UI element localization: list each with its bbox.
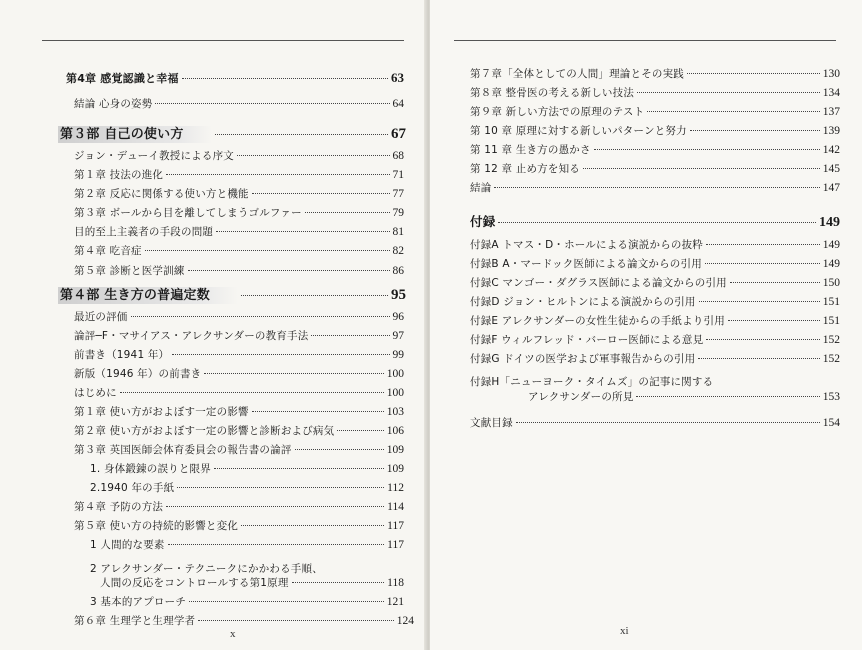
toc-page: 134 [822, 87, 840, 99]
toc-title: 付録H「ニューヨーク・タイムズ」の記事に関する [470, 376, 714, 388]
toc-page: 100 [386, 368, 404, 380]
toc-entry [74, 347, 404, 362]
leader-dots [337, 430, 383, 431]
toc-entry [66, 70, 404, 86]
leader-dots [636, 396, 819, 397]
leader-dots [295, 449, 384, 450]
toc-entry [470, 85, 840, 100]
toc-page: 67 [391, 126, 406, 142]
toc-page: 149 [819, 215, 840, 230]
toc-page: 149 [822, 239, 840, 251]
toc-page: 121 [386, 596, 404, 608]
toc-title: 第１章 技法の進化 [74, 169, 164, 181]
leader-dots [637, 92, 820, 93]
toc-entry [74, 499, 404, 514]
toc-entry [74, 404, 404, 419]
toc-page: 151 [822, 296, 840, 308]
toc-entry [74, 366, 404, 381]
toc-entry [470, 161, 840, 176]
leader-dots [120, 392, 384, 393]
toc-title: 第 10 章 原理に対する新しいパターンと努力 [470, 125, 687, 137]
toc-title: 付録F ウィルフレッド・バーロー医師による意見 [470, 334, 704, 346]
toc-entry [470, 294, 840, 309]
top-rule [454, 40, 836, 41]
leader-dots [311, 335, 389, 336]
toc-page: 153 [822, 391, 840, 403]
right-page [430, 0, 862, 650]
toc-title: 第１章 使い方がおよぼす一定の影響 [74, 406, 249, 418]
toc-page: 109 [386, 444, 404, 456]
toc-title: 1 人間的な要素 [90, 539, 165, 551]
leader-dots [705, 263, 820, 264]
toc-title: 第５章 使い方の持続的影響と変化 [74, 520, 239, 532]
toc-entry [470, 351, 840, 366]
toc-page: 117 [387, 539, 404, 551]
toc-title: 論評─F・マサイアス・アレクサンダーの教育手法 [74, 330, 309, 342]
toc-entry [90, 537, 404, 552]
leader-dots [145, 250, 390, 251]
toc-page: 142 [822, 144, 840, 156]
leader-dots [706, 339, 819, 340]
leader-dots [647, 111, 819, 112]
toc-title: 人間の反応をコントロールする第1原理 [100, 577, 289, 589]
toc-title: 第２章 反応に関係する使い方と機能 [74, 188, 249, 200]
toc-title: 第 11 章 生き方の愚かさ [470, 144, 591, 156]
toc-entry-line1 [470, 370, 840, 389]
toc-title: 前書き（1941 年） [74, 349, 170, 361]
toc-entry [90, 594, 404, 609]
toc-title: 新版（1946 年）の前書き [74, 368, 202, 380]
toc-title: 付録C マンゴー・ダグラス医師による論文からの引用 [470, 277, 727, 289]
toc-entry [74, 423, 404, 438]
leader-dots [177, 487, 384, 488]
page-folio: xi [620, 625, 629, 637]
toc-entry [74, 613, 414, 628]
toc-page: 86 [392, 265, 404, 277]
toc-title: 第３章 ボールから目を離してしまうゴルファー [74, 207, 302, 219]
toc-title: 第３章 英国医師会体育委員会の報告書の論評 [74, 444, 292, 456]
toc-appendix-heading [470, 212, 840, 231]
toc-entry [470, 237, 840, 252]
leader-dots [168, 544, 385, 545]
toc-title: 第７章「全体としての人間」理論とその実践 [470, 68, 684, 80]
leader-dots [594, 149, 820, 150]
toc-page: 118 [387, 577, 404, 589]
toc-entry [74, 205, 404, 220]
leader-dots [166, 174, 389, 175]
toc-entry [74, 385, 404, 400]
leader-dots [166, 506, 384, 507]
toc-page: 139 [822, 125, 840, 137]
toc-page: 106 [386, 425, 404, 437]
leader-dots [188, 270, 390, 271]
leader-dots [305, 212, 390, 213]
toc-title: 第４章 予防の方法 [74, 501, 164, 513]
toc-title: 文献目録 [470, 417, 513, 429]
leader-dots [155, 103, 389, 104]
toc-page: 96 [392, 311, 404, 323]
toc-title: 最近の評価 [74, 311, 128, 323]
toc-entry [470, 415, 840, 430]
toc-page: 63 [391, 70, 404, 85]
toc-page: 117 [387, 520, 404, 532]
toc-title: 付録E アレクサンダーの女性生徒からの手紙より引用 [470, 315, 725, 327]
toc-page: 71 [392, 169, 404, 181]
leader-dots [216, 231, 389, 232]
toc-page: 95 [391, 287, 406, 303]
leader-dots [215, 134, 388, 135]
leader-dots [292, 582, 385, 583]
toc-page: 103 [386, 406, 404, 418]
toc-page: 109 [386, 463, 404, 475]
toc-entry [470, 104, 840, 119]
toc-title: 第９章 新しい方法での原理のテスト [470, 106, 645, 118]
leader-dots [690, 130, 820, 131]
toc-entry [74, 442, 404, 457]
toc-entry [74, 328, 404, 343]
toc-page: 97 [392, 330, 404, 342]
toc-title: 結論 [470, 182, 492, 194]
toc-title: 結論 心身の姿勢 [74, 98, 153, 110]
toc-title: 3 基本的アプローチ [90, 596, 187, 608]
toc-page: 137 [822, 106, 840, 118]
leader-dots [583, 168, 820, 169]
toc-page: 145 [822, 163, 840, 175]
leader-dots [730, 282, 820, 283]
toc-title: アレクサンダーの所見 [528, 391, 634, 403]
toc-page: 152 [822, 353, 840, 365]
toc-page: 79 [392, 207, 404, 219]
toc-entry [74, 167, 404, 182]
toc-title: 第６章 生理学と生理学者 [74, 615, 196, 627]
toc-title: 第５章 診断と医学訓練 [74, 265, 185, 277]
toc-title: 付録G ドイツの医学および軍事報告からの引用 [470, 353, 696, 365]
toc-title: 第 12 章 止め方を知る [470, 163, 580, 175]
leader-dots [189, 601, 384, 602]
toc-entry [74, 148, 404, 163]
leader-dots [728, 320, 820, 321]
toc-page: 100 [386, 387, 404, 399]
toc-title: はじめに [74, 387, 117, 399]
toc-entry [74, 309, 404, 324]
toc-title: 付録A トマス・D・ホールによる演説からの抜粋 [470, 239, 703, 251]
toc-page: 154 [822, 417, 840, 429]
toc-entry [470, 256, 840, 271]
page-folio: x [230, 628, 236, 640]
toc-entry [470, 142, 840, 157]
toc-title: 第８章 整骨医の考える新しい技法 [470, 87, 635, 99]
toc-entry [470, 180, 840, 195]
top-rule [42, 40, 404, 41]
toc-entry [470, 66, 840, 81]
toc-entry [528, 389, 840, 404]
leader-dots [241, 295, 388, 296]
toc-title: 付録D ジョン・ヒルトンによる演説からの引用 [470, 296, 696, 308]
toc-part-heading [58, 284, 406, 304]
toc-part-heading [58, 123, 406, 143]
toc-page: 112 [387, 482, 404, 494]
toc-entry [470, 313, 840, 328]
toc-title: 目的至上主義者の手段の問題 [74, 226, 214, 238]
leader-dots [516, 422, 820, 423]
toc-page: 68 [392, 150, 404, 162]
toc-title: 第２章 使い方がおよぼす一定の影響と診断および病気 [74, 425, 335, 437]
leader-dots [237, 155, 390, 156]
toc-page: 124 [396, 615, 414, 627]
toc-entry [74, 243, 404, 258]
leader-dots [172, 354, 389, 355]
toc-title: 第４章 吃音症 [74, 245, 142, 257]
toc-page: 149 [822, 258, 840, 270]
leader-dots [204, 373, 383, 374]
toc-entry [74, 96, 404, 111]
leader-dots [687, 73, 820, 74]
toc-title: 付録 [470, 214, 496, 229]
toc-title: 第４部 生き方の普遍定数 [58, 287, 238, 304]
toc-title: 2.1940 年の手紙 [90, 482, 175, 494]
toc-entry [470, 332, 840, 347]
leader-dots [698, 358, 819, 359]
leader-dots [706, 244, 820, 245]
toc-entry [74, 518, 404, 533]
toc-title: 1. 身体鍛錬の誤りと限界 [90, 463, 211, 475]
leader-dots [252, 193, 390, 194]
toc-page: 77 [392, 188, 404, 200]
toc-entry [90, 480, 404, 495]
left-page [0, 0, 428, 650]
leader-dots [699, 301, 820, 302]
toc-entry [74, 224, 404, 239]
leader-dots [241, 525, 384, 526]
leader-dots [498, 222, 816, 223]
toc-page: 81 [392, 226, 404, 238]
toc-page: 150 [822, 277, 840, 289]
toc-title: 第３部 自己の使い方 [58, 126, 212, 143]
toc-title: 第4章 感覚認識と幸福 [66, 72, 179, 85]
toc-entry [90, 461, 404, 476]
leader-dots [198, 620, 394, 621]
toc-entry [100, 575, 404, 590]
toc-page: 99 [392, 349, 404, 361]
toc-title: 2 アレクサンダー・テクニークにかかわる手順、 [90, 563, 323, 575]
leader-dots [214, 468, 384, 469]
leader-dots [182, 78, 388, 79]
leader-dots [494, 187, 819, 188]
toc-page: 130 [822, 68, 840, 80]
toc-entry [470, 123, 840, 138]
toc-title: 付録B A・マードック医師による論文からの引用 [470, 258, 702, 270]
toc-entry [74, 186, 404, 201]
toc-entry [74, 263, 404, 278]
toc-page: 82 [392, 245, 404, 257]
toc-entry-line1 [90, 557, 404, 576]
toc-page: 114 [387, 501, 404, 513]
toc-page: 151 [822, 315, 840, 327]
leader-dots [131, 316, 390, 317]
toc-page: 152 [822, 334, 840, 346]
toc-page: 64 [392, 98, 404, 110]
toc-title: ジョン・デューイ教授による序文 [74, 150, 234, 162]
toc-page: 147 [822, 182, 840, 194]
toc-entry [470, 275, 840, 290]
leader-dots [252, 411, 384, 412]
